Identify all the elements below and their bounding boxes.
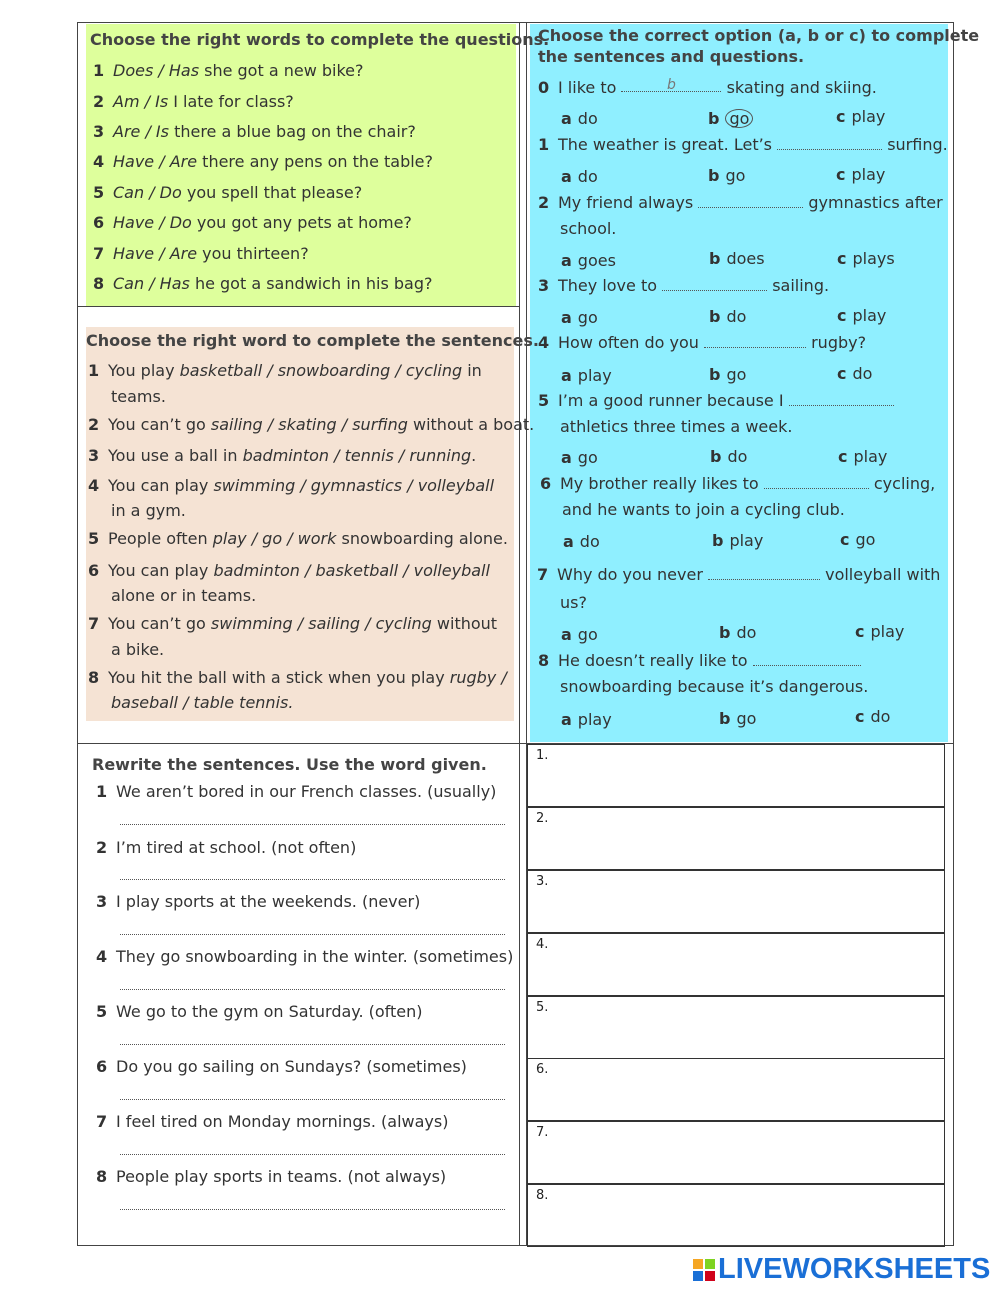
s3-q1-option-b[interactable]: b go: [708, 166, 746, 185]
s3-question-6: 6 My brother really likes to cycling,: [540, 474, 936, 493]
s3-q5-option-c[interactable]: c play: [838, 447, 888, 466]
s3-q3-option-c[interactable]: c play: [837, 306, 887, 325]
s3-q3-option-a[interactable]: a go: [561, 308, 598, 327]
s2-choice-1[interactable]: basketball / snowboarding / cycling: [179, 361, 463, 380]
s3-question-5-cont: athletics three times a week.: [560, 417, 793, 436]
s1-item-6: 6 Have / Do you got any pets at home?: [93, 213, 412, 232]
s3-blank-7[interactable]: [708, 565, 820, 580]
s4-item-5: 5 We go to the gym on Saturday. (often): [96, 1002, 423, 1021]
s2-item-4-cont: in a gym.: [111, 501, 186, 520]
s2-item-1: 1 You play basketball / snowboarding / cycling in: [88, 361, 482, 380]
s3-q4-option-a[interactable]: a play: [561, 366, 612, 385]
logo-text: LIVEWORKSHEETS: [718, 1253, 991, 1285]
liveworksheets-logo: [693, 1253, 990, 1286]
s2-item-1-cont: teams.: [111, 387, 166, 406]
s3-question-3: 3 They love to sailing.: [538, 276, 830, 295]
s3-question-5: 5 I’m a good runner because I: [538, 390, 894, 411]
s2-item-5: 5 People often play / go / work snowboarding alone.: [88, 529, 508, 548]
s4-answer-line-1[interactable]: [120, 824, 505, 825]
s2-choice-8[interactable]: rugby /: [449, 668, 507, 687]
s3-q8-option-a[interactable]: a play: [561, 710, 612, 729]
section3-title-line2: the sentences and questions.: [538, 47, 805, 66]
s1-item-1: 1 Does / Has she got a new bike?: [93, 61, 364, 80]
answer-box-6[interactable]: 6.: [527, 1058, 945, 1121]
s3-question-0: 0 I like to b skating and skiing.: [538, 77, 877, 97]
s3-q2-option-b[interactable]: b does: [709, 249, 765, 268]
s1-choice-8[interactable]: Can / Has: [113, 274, 190, 293]
s2-item-7: 7 You can’t go swimming / sailing / cycling without: [88, 614, 498, 633]
answer-box-4[interactable]: 4.: [527, 933, 945, 996]
s4-answer-line-4[interactable]: [120, 989, 505, 990]
s3-q7-option-b[interactable]: b do: [719, 623, 757, 642]
answer-box-1[interactable]: 1.: [527, 744, 945, 807]
s3-q0-option-c[interactable]: c play: [836, 107, 886, 126]
s1-item-8: 8 Can / Has he got a sandwich in his bag?: [93, 274, 433, 293]
s3-q0-option-b[interactable]: b go: [708, 108, 753, 129]
s3-question-8-cont: snowboarding because it’s dangerous.: [560, 677, 869, 696]
s1-item-7: 7 Have / Are you thirteen?: [93, 244, 309, 263]
s2-choice-3[interactable]: badminton / tennis / running: [242, 446, 472, 465]
s4-answer-line-2[interactable]: [120, 879, 505, 880]
answer-box-2[interactable]: 2.: [527, 807, 945, 870]
s2-item-6: 6 You can play badminton / basketball / volleyball: [88, 561, 490, 580]
s4-answer-line-8[interactable]: [120, 1209, 505, 1210]
section1-title: Choose the right words to complete the questions.: [90, 30, 550, 49]
s3-q8-option-b[interactable]: b go: [719, 709, 757, 728]
s2-choice-4[interactable]: swimming / gymnastics / volleyball: [213, 476, 495, 495]
s2-choice-7[interactable]: swimming / sailing / cycling: [210, 614, 432, 633]
s4-item-7: 7 I feel tired on Monday mornings. (always): [96, 1112, 449, 1131]
s3-question-6-cont: and he wants to join a cycling club.: [562, 500, 845, 519]
answer-box-5[interactable]: 5.: [527, 996, 945, 1059]
answer-box-8[interactable]: 8.: [527, 1184, 945, 1247]
s2-choice-2[interactable]: sailing / skating / surfing: [210, 415, 408, 434]
s2-choice-6[interactable]: badminton / basketball / volleyball: [213, 561, 490, 580]
s3-blank-2[interactable]: [698, 193, 803, 208]
section2-title: Choose the right word to complete the sentences.: [86, 331, 539, 350]
logo-grid-icon: [693, 1259, 715, 1281]
s4-answer-line-3[interactable]: [120, 934, 505, 935]
s1-choice-7[interactable]: Have / Are: [113, 244, 198, 263]
s3-q3-option-b[interactable]: b do: [709, 307, 747, 326]
s1-item-4: 4 Have / Are there any pens on the table?: [93, 152, 434, 171]
s3-question-8: 8 He doesn’t really like to: [538, 650, 861, 671]
s4-item-8: 8 People play sports in teams. (not always): [96, 1167, 447, 1186]
s3-q5-option-b[interactable]: b do: [710, 447, 748, 466]
s1-item-2: 2 Am / Is I late for class?: [93, 92, 294, 111]
s4-answer-line-7[interactable]: [120, 1154, 505, 1155]
divider-section1: [77, 306, 520, 307]
s3-q2-option-a[interactable]: a goes: [561, 251, 616, 270]
s2-item-8-cont[interactable]: baseball / table tennis.: [111, 693, 294, 712]
s3-blank-5[interactable]: [789, 391, 894, 406]
s3-q1-option-a[interactable]: a do: [561, 167, 598, 186]
s3-q6-option-a[interactable]: a do: [563, 532, 600, 551]
s4-item-3: 3 I play sports at the weekends. (never): [96, 892, 421, 911]
s4-answer-line-6[interactable]: [120, 1099, 505, 1100]
s2-item-8: 8 You hit the ball with a stick when you play rugby /: [88, 668, 507, 687]
s2-item-3: 3 You use a ball in badminton / tennis / running.: [88, 446, 477, 465]
section3-title-line1: Choose the correct option (a, b or c) to complete: [538, 26, 980, 45]
s3-question-2-cont: school.: [560, 219, 617, 238]
s3-blank-6[interactable]: [764, 474, 869, 489]
s3-q0-option-a[interactable]: a do: [561, 109, 598, 128]
s4-item-1: 1 We aren’t bored in our French classes. (usually): [96, 782, 497, 801]
s3-question-7: 7 Why do you never volleyball with: [537, 565, 941, 584]
answer-box-7[interactable]: 7.: [527, 1121, 945, 1184]
s3-blank-8[interactable]: [753, 651, 861, 666]
section4-title: Rewrite the sentences. Use the word given.: [92, 755, 487, 774]
s1-item-5: 5 Can / Do you spell that please?: [93, 183, 363, 202]
answer-box-3[interactable]: 3.: [527, 870, 945, 933]
s1-choice-3[interactable]: Are / Is: [113, 122, 169, 141]
s1-choice-2[interactable]: Am / Is: [113, 92, 169, 111]
s1-item-3: 3 Are / Is there a blue bag on the chair?: [93, 122, 416, 141]
s2-item-4: 4 You can play swimming / gymnastics / volleyball: [88, 476, 495, 495]
s4-item-6: 6 Do you go sailing on Sundays? (sometimes): [96, 1057, 467, 1076]
s3-q7-option-a[interactable]: a go: [561, 625, 598, 644]
s4-answer-line-5[interactable]: [120, 1044, 505, 1045]
s3-question-2: 2 My friend always gymnastics after: [538, 193, 943, 212]
s2-item-7-cont: a bike.: [111, 640, 165, 659]
s2-choice-5[interactable]: play / go / work: [212, 529, 337, 548]
s3-q6-option-c[interactable]: c go: [840, 530, 876, 549]
s3-blank-0: b: [621, 77, 721, 92]
s4-item-2: 2 I’m tired at school. (not often): [96, 838, 357, 857]
s3-q2-option-c[interactable]: c plays: [837, 249, 895, 268]
s3-blank-1[interactable]: [777, 135, 882, 150]
s1-choice-4[interactable]: Have / Are: [113, 152, 198, 171]
s3-q5-option-a[interactable]: a go: [561, 448, 598, 467]
s3-blank-4[interactable]: [704, 333, 806, 348]
s3-q1-option-c[interactable]: c play: [836, 165, 886, 184]
s3-q8-option-c[interactable]: c do: [855, 707, 891, 726]
s3-question-1: 1 The weather is great. Let’s surfing.: [538, 135, 948, 154]
s1-choice-5[interactable]: Can / Do: [113, 183, 182, 202]
s3-q6-option-b[interactable]: b play: [712, 531, 764, 550]
s1-choice-1[interactable]: Does / Has: [113, 61, 200, 80]
s2-item-2: 2 You can’t go sailing / skating / surfing without a boat.: [88, 415, 535, 434]
s3-q4-option-b[interactable]: b go: [709, 365, 747, 384]
s3-q7-option-c[interactable]: c play: [855, 622, 905, 641]
divider-vertical-left: [519, 22, 520, 1246]
s2-item-6-cont: alone or in teams.: [111, 586, 257, 605]
s4-item-4: 4 They go snowboarding in the winter. (sometimes): [96, 947, 514, 966]
s3-q4-option-c[interactable]: c do: [837, 364, 873, 383]
s3-question-7-cont: us?: [560, 593, 587, 612]
s1-choice-6[interactable]: Have / Do: [113, 213, 192, 232]
s3-question-4: 4 How often do you rugby?: [538, 333, 867, 352]
s3-blank-3[interactable]: [662, 276, 767, 291]
